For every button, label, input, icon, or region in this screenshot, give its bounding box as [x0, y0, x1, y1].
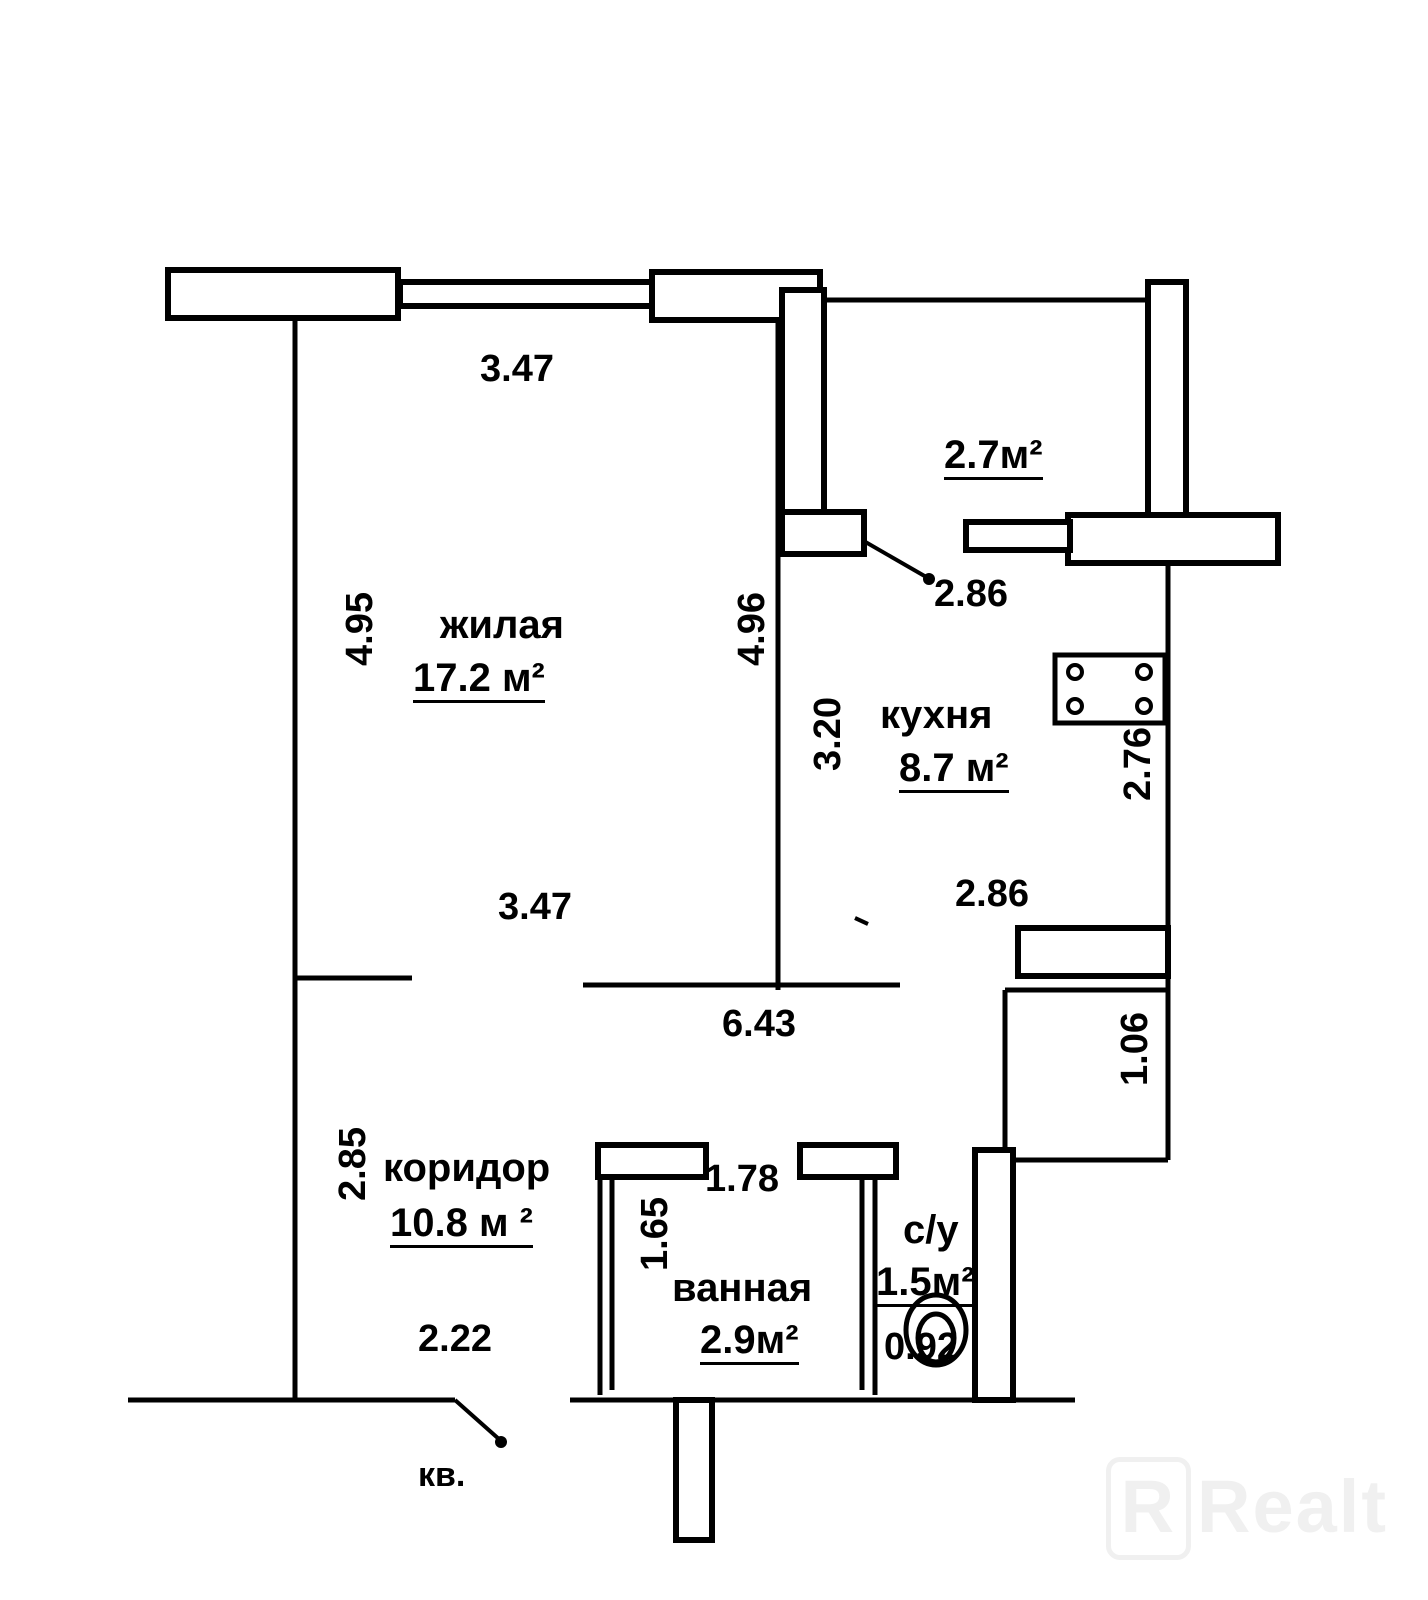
dimension-living-top: 3.47 — [480, 348, 554, 390]
dimension-kitchen-bottom: 2.86 — [955, 873, 1029, 915]
dimension-kitchen-height: 3.20 — [807, 697, 849, 771]
dimension-niche-height: 1.06 — [1114, 1012, 1156, 1086]
dimension-bath-width: 1.78 — [705, 1158, 779, 1200]
dimension-balcony-width: 2.86 — [934, 573, 1008, 615]
room-label-kitchen-name: кухня — [880, 693, 993, 737]
entrance-label: кв. — [418, 1456, 466, 1494]
room-label-balcony-area: 2.7м² — [944, 435, 1043, 480]
dimension-hall-left: 2.85 — [332, 1127, 374, 1201]
room-label-wc-name: с/у — [903, 1208, 959, 1252]
watermark-badge: R — [1106, 1457, 1191, 1560]
watermark-text: Realt — [1197, 1465, 1388, 1548]
dimension-living-right: 4.96 — [731, 592, 773, 666]
dimension-hall-bottom: 2.22 — [418, 1318, 492, 1360]
dimension-bath-height: 1.65 — [634, 1197, 676, 1271]
room-label-hall-area: 10.8 м ² — [390, 1203, 533, 1248]
room-label-bath-area: 2.9м² — [700, 1320, 799, 1365]
room-label-kitchen-area: 8.7 м² — [899, 748, 1009, 793]
dimension-kitchen-right: 2.76 — [1117, 727, 1159, 801]
dimension-living-bottom: 3.47 — [498, 886, 572, 928]
room-label-bath-name: ванная — [672, 1266, 813, 1310]
room-label-living-name: жилая — [440, 603, 564, 647]
watermark — [1106, 1457, 1388, 1560]
room-label-living-area: 17.2 м² — [413, 658, 545, 703]
dimension-hall-bottom-total: 6.43 — [722, 1003, 796, 1045]
dimension-living-left: 4.95 — [339, 592, 381, 666]
room-label-hall-name: коридор — [383, 1146, 551, 1190]
room-label-wc-area: 1.5м² — [876, 1262, 975, 1307]
dimension-wc-width: 0.92 — [884, 1326, 958, 1368]
